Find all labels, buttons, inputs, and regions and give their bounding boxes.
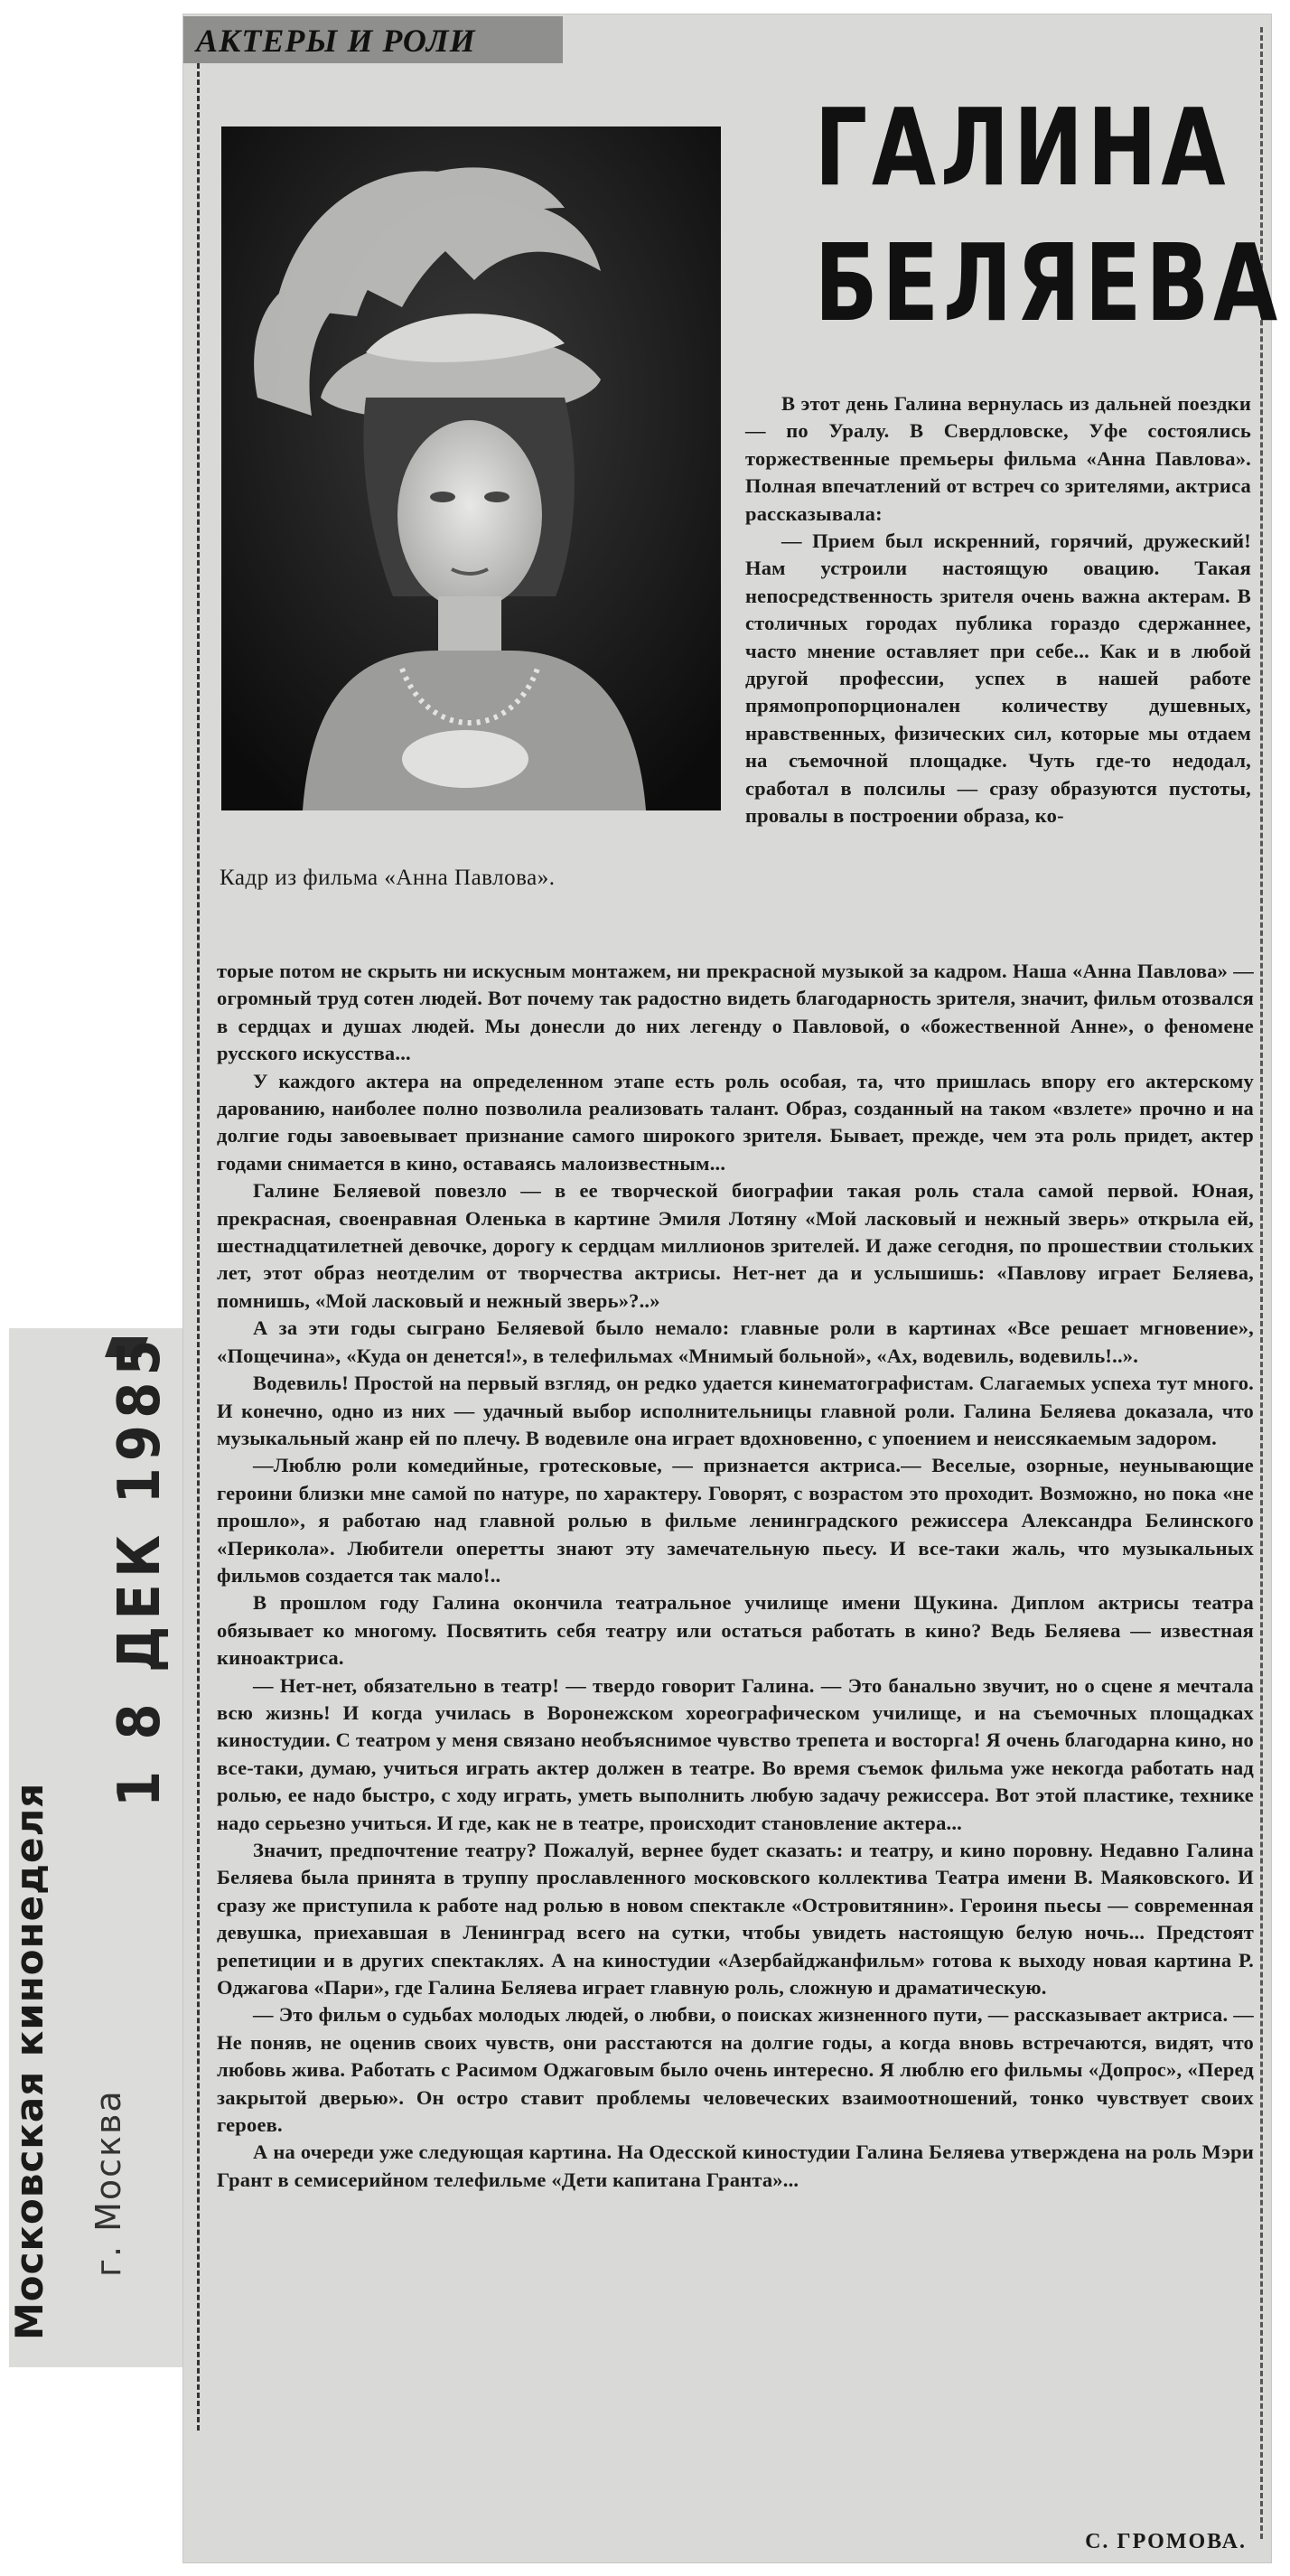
author-signature: С. ГРОМОВА. (1085, 2530, 1247, 2553)
cut-line-right (1260, 27, 1263, 2539)
paragraph: В этот день Галина вернулась из дальней поездки — по Уралу. В Свердловске, Уфе состоялись торжественные премьеры фильма «Анна Павлова». Полная впечатлений от встреч со зрителями, актриса рассказывала: (745, 392, 1251, 525)
film-still-photo (221, 126, 721, 810)
headline-last-name: БЕЛЯЕВА (814, 220, 1282, 345)
paragraph: — Прием был искренний, горячий, дружеский! Нам устроили настоящую овацию. Такая непосредственность зрителя очень важна актерам. В столичных городах публика гораздо сдержаннее, часто мнение оставляет при себе... Как и в любой другой профессии, успех в нашей работе прямопропорционален количеству душевных, нравственных, физических сил, которые мы отдаем на съемочной площадке. Чуть где-то недодал, сработал в полсилы — сразу образуются пустоты, провалы в построении образа, ко- (745, 529, 1251, 828)
photo-caption: Кадр из фильма «Анна Павлова». (220, 866, 556, 890)
paragraph: У каждого актера на определенном этапе есть роль особая, та, что пришлась впору его актерскому дарованию, наиболее полно позволила реализовать талант. Образ, созданный на таком «взлете» прочно и на долгие годы завоевывает признание самого широкого зрителя. Бывает, прежде, чем эта роль придет, актер годами снимается в кино, оставаясь малоизвестным... (217, 1069, 1254, 1175)
paragraph: торые потом не скрыть ни искусным монтажем, ни прекрасной музыкой за кадром. Наша «Анна Павлова» — огромный труд сотен людей. Вот почему так радостно видеть благодарность зрителя, значит, фильм отозвался в сердцах и душах людей. Мы донесли до них легенду о Павловой, о «божественной Анне», о феномене русского искусства... (217, 960, 1254, 1065)
paragraph: А за эти годы сыграно Беляевой было немало: главные роли в картинах «Все решает мгновение», «Пощечина», «Куда он денется!», в телефильмах «Мнимый больной», «Ах, водевиль, водевиль!..». (217, 1316, 1254, 1367)
city-stamp: г. Москва (89, 2089, 128, 2277)
article-column-right (745, 390, 1251, 830)
headline-first-name: ГАЛИНА (814, 85, 1230, 210)
cut-line-left (197, 63, 200, 2431)
paragraph: —Люблю роли комедийные, гротесковые, — признается актриса.— Веселые, озорные, неунывающие героини близки мне самой по натуре, по характеру. Говорят, с возрастом это проходит. Возможно, но пока «не прошло», я работаю над главной ролью в фильме ленинградского режиссера Александра Белинского «Перикола». Любители оперетты знают эту замечательную пьесу. И все-таки жаль, что музыкальных фильмов создается так мало!.. (217, 1454, 1254, 1587)
paragraph: — Нет-нет, обязательно в театр! — твердо говорит Галина. — Это банально звучит, но о сцене я мечтала всю жизнь! И когда училась в Воронежском хореографическом училище, и на съемочных площадках киностудии. С театром у меня связано необъяснимое чувство трепета и восторга! Я очень благодарна кино, но все-таки, думаю, учиться играть актер должен в театре. Во время съемок фильма уже некогда работать над ролью, ее надо быстро, с ходу играть, уметь выполнить любую задачу режиссера. Вот этой пластике, технике надо серьезно учиться. И где, как не в театре, происходит становление актера... (217, 1673, 1254, 1834)
article-body (217, 958, 1254, 2194)
paragraph: В прошлом году Галина окончила театральное училище имени Щукина. Диплом актрисы театра обязывает ко многому. Посвятить себя театру или остаться работать в кино? Ведь Беляева — известная киноактриса. (217, 1591, 1254, 1670)
paragraph: Значит, предпочтение театру? Пожалуй, вернее будет сказать: и театру, и кино поровну. Недавно Галина Беляева была принята в труппу прославленного московского коллектива Театра имени В. Маяковского. И сразу же приступила к работе над ролью в новом спектакле «Островитянин». Героиня пьесы — современная девушка, приехавшая в Ленинград всего на сутки, чтобы увидеть настоящую белую ночь... Предстоят репетиции и в других спектаклях. А на киностудии «Азербайджанфильм» готова к выходу новая картина Р. Оджагова «Пари», где Галина Беляева играет главную роль, сложную и драматическую. (217, 1839, 1254, 2000)
article-headline (814, 80, 1282, 351)
paragraph: Водевиль! Простой на первый взгляд, он редко удается кинематографистам. Слагаемых успеха тут много. И конечно, одно из них — удачный выбор исполнительницы главной роли. Галина Беляева доказала, что музыкальный жанр ей по плечу. В водевиле она играет вдохновенно, с упоением и неиссякаемым задором. (217, 1372, 1254, 1449)
paragraph: — Это фильм о судьбах молодых людей, о любви, о поисках жизненного пути, — рассказывает актриса. — Не поняв, не оценив своих чувств, они расстаются на долгие годы, а когда вновь встречаются, видят, что любовь жива. Работать с Расимом Оджаговым было очень интересно. Я люблю его фильмы «Допрос», «Перед закрытой дверью». Он остро ставит проблемы человеческих взаимоотношений, тонко чувствует своих героев. (217, 2003, 1254, 2137)
newspaper-name-stamp: Московская кинонеделя (7, 1782, 51, 2340)
rubric-text: АКТЕРЫ И РОЛИ (196, 23, 476, 59)
date-stamp: 1 8 ДЕК 1985 (107, 1333, 173, 1807)
actress-portrait-illustration (221, 126, 721, 810)
rubric-label (183, 16, 563, 63)
paragraph: Галине Беляевой повезло — в ее творческой биографии такая роль стала самой первой. Юная, прекрасная, своенравная Оленька в картине Эмиля Лотяну «Мой ласковый и нежный зверь» открыла ей, шестнадцатилетней девочке, дорогу к сердцам миллионов зрителей. И даже сегодня, по прошествии стольких лет, этот образ неотделим от творчества актрисы. Нет-нет да и услышишь: «Павлову играет Беляева, помнишь, «Мой ласковый и нежный зверь»?..» (217, 1179, 1254, 1312)
paragraph: А на очереди уже следующая картина. На Одесской киностудии Галина Беляева утверждена на роль Мэри Грант в семисерийном телефильме «Дети капитана Гранта»... (217, 2140, 1254, 2191)
